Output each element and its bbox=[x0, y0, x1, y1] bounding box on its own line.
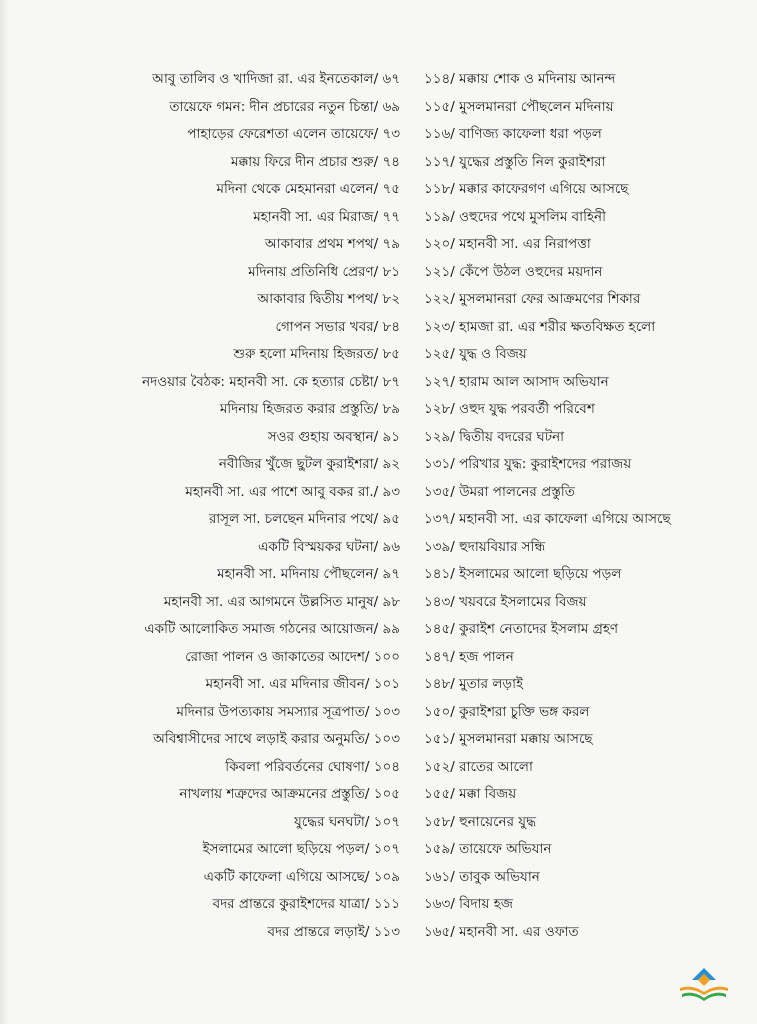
toc-entry: ১৩৫/ উমরা পালনের প্রস্তুতি bbox=[424, 483, 575, 500]
toc-entry: ১৪৫/ কুরাইশ নেতাদের ইসলাম গ্রহণ bbox=[424, 621, 619, 637]
toc-entry: ১৫৮/ হুনায়েনের যুদ্ধ bbox=[424, 813, 536, 830]
toc-entry: যুদ্ধের ঘনঘটা/ ১০৭ bbox=[294, 813, 400, 830]
toc-entry: ১১৫/ মুসলমানরা পৌছলেন মদিনায় bbox=[424, 98, 614, 115]
toc-entry: একটি আলোকিত সমাজ গঠনের আয়োজন/ ৯৯ bbox=[144, 621, 400, 637]
toc-entry: নাখলায় শত্রুদের আক্রমনের প্রস্তুতি/ ১০৫ bbox=[179, 786, 400, 802]
publisher-logo-icon bbox=[676, 966, 732, 1006]
toc-entry: ১২০/ মহানবী সা. এর নিরাপত্তা bbox=[424, 236, 591, 252]
toc-entry: বদর প্রান্তরে কুরাইশদের যাত্রা/ ১১১ bbox=[212, 896, 400, 912]
toc-entry: রোজা পালন ও জাকাতের আদেশ/ ১০০ bbox=[185, 648, 400, 665]
toc-entry: বদর প্রান্তরে লড়াই/ ১১৩ bbox=[267, 923, 400, 940]
toc-entry: ১২৮/ ওহুদ যুদ্ধ পরবর্তী পরিবেশ bbox=[424, 401, 595, 417]
toc-entry: ১৬১/ তাবুক অভিযান bbox=[424, 868, 540, 885]
toc-entry: ১৩১/ পরিখার যুদ্ধ: কুরাইশদের পরাজয় bbox=[424, 456, 632, 472]
toc-entry: গোপন সভার খবর/ ৮৪ bbox=[275, 318, 400, 335]
toc-entry: ১৫০/ কুরাইশরা চুক্তি ভঙ্গ করল bbox=[424, 703, 590, 720]
toc-entry: ১২৭/ হারাম আল আসাদ অভিযান bbox=[424, 373, 609, 390]
toc-entry: মদিনা থেকে মেহমানরা এলেন/ ৭৫ bbox=[216, 181, 400, 197]
toc-entry: ১২৯/ দ্বিতীয় বদরের ঘটনা bbox=[424, 428, 565, 445]
toc-entry: ১১৬/ বাণিজ্য কাফেলা ধরা পড়ল bbox=[424, 126, 602, 142]
toc-entry: ১১৪/ মক্কায় শোক ও মদিনায় আনন্দ bbox=[424, 71, 616, 87]
toc-entry: ১৪৮/ মুতার লড়াই bbox=[424, 676, 524, 692]
toc-entry: ১১৯/ ওহুদের পথে মুসলিম বাহিনী bbox=[424, 208, 606, 225]
toc-entry: ইসলামের আলো ছড়িয়ে পড়ল/ ১০৭ bbox=[202, 841, 400, 857]
toc-entry: মহানবী সা. এর পাশে আবু বকর রা./ ৯৩ bbox=[185, 483, 400, 500]
toc-entry: আকাবার দ্বিতীয় শপথ/ ৮২ bbox=[257, 291, 400, 307]
toc-entry: একটি কাফেলা এগিয়ে আসছে/ ১০৯ bbox=[203, 868, 400, 885]
toc-entry: ১২১/ কেঁপে উঠল ওহুদের ময়দান bbox=[424, 263, 603, 280]
toc-entry: ১৪১/ ইসলামের আলো ছড়িয়ে পড়ল bbox=[424, 566, 622, 582]
toc-entry: মহানবী সা. এর আগমনে উল্লসিত মানুষ/ ৯৮ bbox=[163, 593, 400, 610]
toc-entry: মক্কায় ফিরে দীন প্রচার শুরু/ ৭৪ bbox=[230, 153, 400, 170]
toc-entry: মহানবী সা. মদিনায় পৌছলেন/ ৯৭ bbox=[217, 566, 400, 582]
toc-entry: ১২৩/ হামজা রা. এর শরীর ক্ষতবিক্ষত হলো bbox=[424, 318, 656, 335]
toc-entry: ১৩৭/ মহানবী সা. এর কাফেলা এগিয়ে আসছে bbox=[424, 511, 671, 527]
toc-entry: ১৫১/ মুসলমানরা মক্কায় আসছে bbox=[424, 731, 593, 747]
toc-entry: নদওয়ার বৈঠক: মহানবী সা. কে হত্যার চেষ্টা/ ৮৭ bbox=[142, 373, 400, 390]
toc-entry: সওর গুহায় অবস্থান/ ৯১ bbox=[267, 428, 400, 445]
toc-entry: আকাবার প্রথম শপথ/ ৭৯ bbox=[264, 236, 400, 252]
toc-entry: ১৬৩/ বিদায় হজ bbox=[424, 896, 513, 912]
toc-entry: একটি বিস্ময়কর ঘটনা/ ৯৬ bbox=[258, 538, 400, 555]
toc-entry: মহানবী সা. এর মদিনার জীবন/ ১০১ bbox=[205, 676, 400, 692]
toc-entry: ১৫৯/ তায়েফে অভিযান bbox=[424, 841, 552, 857]
toc-entry: শুরু হলো মদিনায় হিজরত/ ৮৫ bbox=[233, 346, 400, 362]
toc-entry: ১২২/ মুসলমানরা ফের আক্রমণের শিকার bbox=[424, 291, 641, 307]
toc-entry: ১১৭/ যুদ্ধের প্রস্তুতি নিল কুরাইশরা bbox=[424, 153, 606, 170]
toc-entry: ১৩৯/ হুদায়বিয়ার সন্ধি bbox=[424, 538, 546, 555]
page-edge-shadow bbox=[0, 0, 8, 1024]
toc-entry: কিবলা পরিবর্তনের ঘোষণা/ ১০৪ bbox=[225, 758, 400, 775]
toc-entry: ১৪৭/ হজ পালন bbox=[424, 648, 514, 665]
toc-entry: তায়েফে গমন: দীন প্রচারের নতুন চিন্তা/ ৬৯ bbox=[169, 98, 400, 115]
toc-entry: অবিশ্বাসীদের সাথে লড়াই করার অনুমতি/ ১০৩ bbox=[153, 731, 400, 747]
toc-entry: নবীজির খুঁজে ছুটল কুরাইশরা/ ৯২ bbox=[218, 456, 400, 472]
toc-entry: ১৫২/ রাতের আলো bbox=[424, 758, 533, 775]
toc-entry: ১৫৫/ মক্কা বিজয় bbox=[424, 786, 517, 802]
toc-entry: আবু তালিব ও খাদিজা রা. এর ইনতেকাল/ ৬৭ bbox=[152, 71, 400, 87]
toc-entry: রাসূল সা. চলছেন মদিনার পথে/ ৯৫ bbox=[208, 511, 400, 527]
toc-entry: মহানবী সা. এর মিরাজ/ ৭৭ bbox=[253, 208, 400, 225]
toc-entry: ১৬৫/ মহানবী সা. এর ওফাত bbox=[424, 923, 579, 940]
toc-entry: ১১৮/ মক্কার কাফেরগণ এগিয়ে আসছে bbox=[424, 181, 629, 197]
toc-entry: ১৪৩/ খয়বরে ইসলামের বিজয় bbox=[424, 593, 587, 610]
toc-left-column bbox=[40, 66, 400, 946]
toc-entry: পাহাড়ের ফেরেশতা এলেন তায়েফে/ ৭৩ bbox=[187, 126, 400, 142]
toc-entry: মদিনার উপত্যকায় সমস্যার সূত্রপাত/ ১০৩ bbox=[176, 703, 400, 720]
toc-entry: মদিনায় প্রতিনিধি প্রেরণ/ ৮১ bbox=[248, 263, 400, 280]
toc-entry: মদিনায় হিজরত করার প্রস্তুতি/ ৮৯ bbox=[219, 401, 400, 417]
toc-entry: ১২৫/ যুদ্ধ ও বিজয় bbox=[424, 346, 527, 362]
toc-right-column bbox=[424, 66, 744, 946]
